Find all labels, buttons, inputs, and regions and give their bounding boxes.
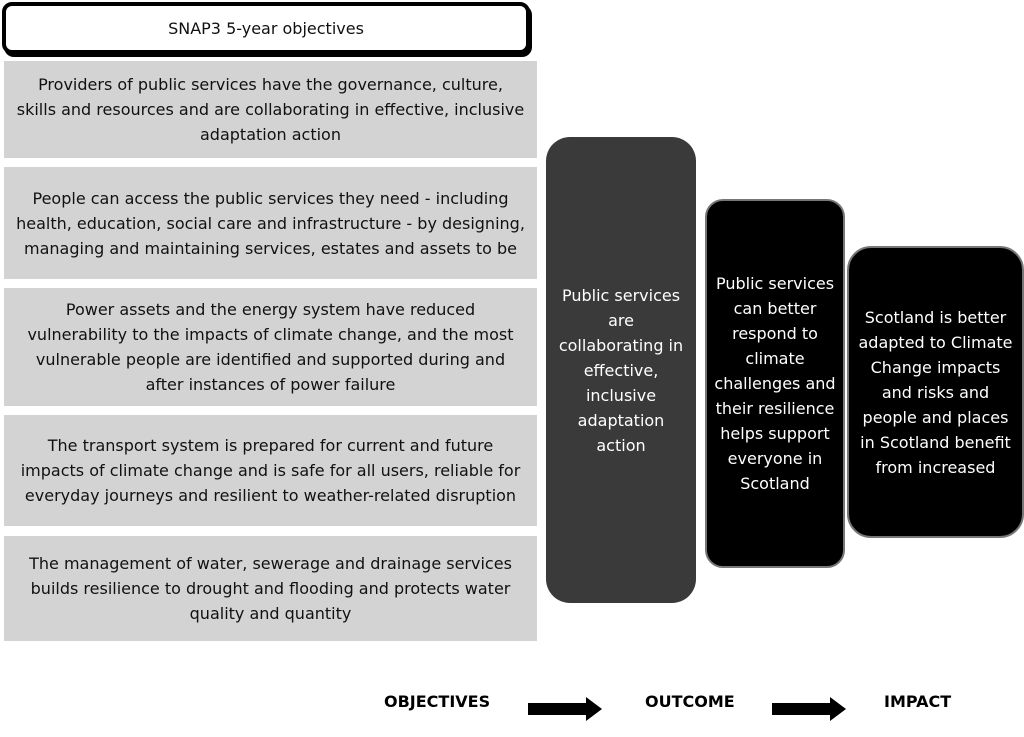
impact-box bbox=[847, 246, 1024, 538]
footer-impact-label: IMPACT bbox=[884, 692, 952, 711]
resilience-box bbox=[705, 199, 845, 568]
objective-box-transport bbox=[4, 415, 537, 526]
objective-box-power bbox=[4, 288, 537, 406]
footer-outcome-label: OUTCOME bbox=[645, 692, 735, 711]
objective-box-governance bbox=[4, 61, 537, 158]
diagram-title-box bbox=[2, 2, 530, 54]
objective-box-water bbox=[4, 536, 537, 641]
objective-text: Power assets and the energy system have reduced vulnerability to the impacts of climate change, and the most vulnerable people are identified and supported during and after instances of power failure bbox=[27, 300, 514, 394]
diagram-title: SNAP3 5-year objectives bbox=[168, 18, 364, 38]
arrow-right-icon bbox=[772, 696, 848, 722]
objective-text: The transport system is prepared for current and future impacts of climate change and is safe for all users, reliable for everyday journeys and resilient to weather-related disruption bbox=[20, 436, 521, 505]
objective-text: People can access the public services they need - including health, education, social care and infrastructure - by designing, managing and maintaining services, estates and assets to be bbox=[16, 188, 525, 258]
objective-box-access bbox=[4, 167, 537, 279]
objective-text: Providers of public services have the governance, culture, skills and resources and are collaborating in effective, inclusive adaptation action bbox=[16, 75, 525, 144]
outcome-box bbox=[546, 137, 696, 603]
arrow-right-icon bbox=[528, 696, 604, 722]
outcome-text: Public services are collaborating in effective, inclusive adaptation action bbox=[558, 285, 684, 455]
objective-text: The management of water, sewerage and drainage services builds resilience to drought and flooding and protects water quality and quantity bbox=[29, 554, 512, 623]
impact-text: Scotland is better adapted to Climate Change impacts and risks and people and places in Scotland benefit from increased bbox=[858, 307, 1013, 477]
footer-objectives-label: OBJECTIVES bbox=[384, 692, 491, 711]
resilience-text: Public services can better respond to climate challenges and their resilience helps support everyone in Scotland bbox=[714, 274, 836, 493]
